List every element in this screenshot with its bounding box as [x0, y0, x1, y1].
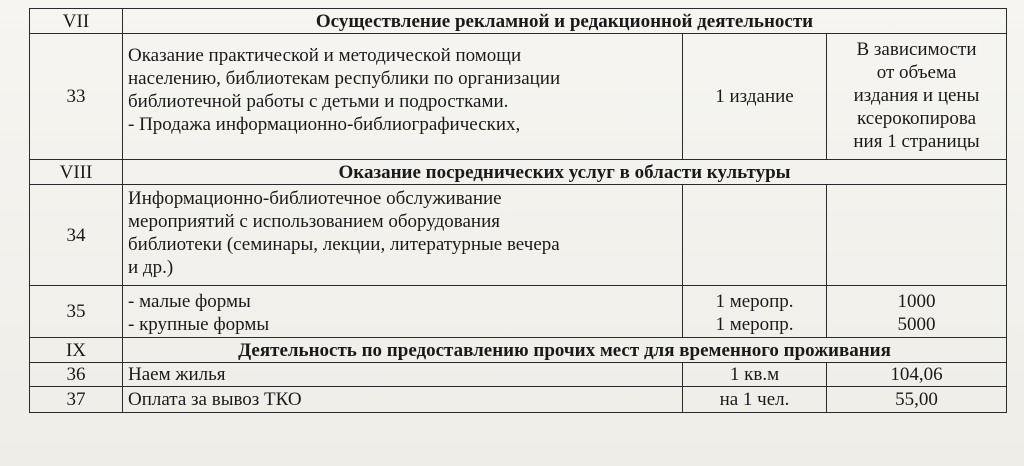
table-row: [30, 387, 1007, 413]
price-line: от объема: [876, 62, 957, 83]
unit-line: 1 меропр.: [715, 291, 794, 312]
table-row: [30, 363, 1007, 387]
section-title: Деятельность по предоставлению прочих мест для временного проживания: [123, 338, 1007, 363]
tariff-table: [29, 8, 1007, 413]
row-description: [123, 185, 683, 286]
description-line: мероприятий с использованием оборудования: [128, 211, 500, 232]
row-price: 104,06: [827, 363, 1007, 387]
row-description: [123, 286, 683, 338]
description-line: - малые формы: [128, 291, 251, 312]
description-line: Информационно-библиотечное обслуживание: [128, 188, 502, 209]
row-description: Оплата за вывоз ТКО: [123, 387, 683, 413]
row-number: 37: [30, 387, 123, 413]
description-line: - Продажа информационно-библиографических,: [128, 114, 521, 135]
section-row: [30, 160, 1007, 185]
row-description: Наем жилья: [123, 363, 683, 387]
description-line: населению, библиотекам республики по организации: [128, 68, 561, 89]
row-price: [827, 34, 1007, 160]
row-price: 55,00: [827, 387, 1007, 413]
row-number: 35: [30, 286, 123, 338]
price-line: 5000: [897, 314, 936, 335]
row-unit: [683, 286, 827, 338]
table-row: [30, 185, 1007, 286]
row-unit: [683, 185, 827, 286]
row-price: [827, 185, 1007, 286]
description-line: Оказание практической и методической помощи: [128, 45, 522, 66]
table-row: [30, 286, 1007, 338]
description-line: библиотеки (семинары, лекции, литературные вечера: [128, 234, 560, 255]
price-line: В зависимости: [856, 39, 977, 60]
row-number: 33: [30, 34, 123, 160]
description-line: библиотечной работы с детьми и подростками.: [128, 91, 509, 112]
section-title: Оказание посреднических услуг в области культуры: [123, 160, 1007, 185]
table-row: [30, 34, 1007, 160]
price-line: ксерокопирова: [856, 108, 977, 129]
section-number: VII: [30, 9, 123, 34]
section-number: IX: [30, 338, 123, 363]
row-unit: на 1 чел.: [683, 387, 827, 413]
section-row: [30, 338, 1007, 363]
row-number: 34: [30, 185, 123, 286]
row-description: [123, 34, 683, 160]
price-line: издания и цены: [853, 85, 980, 106]
unit-line: 1 меропр.: [715, 314, 794, 335]
section-title: Осуществление рекламной и редакционной деятельности: [123, 9, 1007, 34]
description-line: и др.): [128, 257, 174, 278]
description-line: - крупные формы: [128, 314, 270, 335]
row-unit: 1 издание: [683, 34, 827, 160]
price-line: 1000: [897, 291, 936, 312]
row-number: 36: [30, 363, 123, 387]
section-number: VIII: [30, 160, 123, 185]
price-line: ния 1 страницы: [853, 131, 980, 152]
section-row: [30, 9, 1007, 34]
row-price: [827, 286, 1007, 338]
row-unit: 1 кв.м: [683, 363, 827, 387]
